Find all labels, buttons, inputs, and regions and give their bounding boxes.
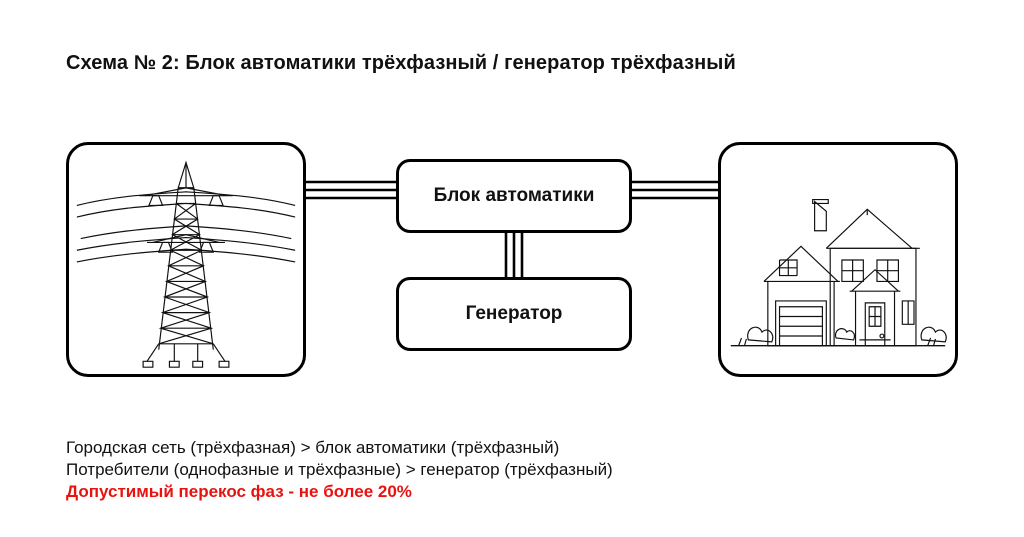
generator-label: Генератор [465, 303, 563, 324]
caption-block [66, 437, 966, 503]
grid-source-panel[interactable] [66, 142, 306, 377]
ats-unit-box[interactable] [396, 159, 632, 233]
page-title: Схема № 2: Блок автоматики трёхфазный / генератор трёхфазный [66, 52, 736, 74]
house-icon [721, 145, 955, 374]
caption-line-warning: Допустимый перекос фаз - не более 20% [66, 482, 412, 501]
power-transmission-tower-icon [69, 145, 303, 374]
consumers-house-panel[interactable] [718, 142, 958, 377]
schematic-diagram [0, 120, 1024, 400]
ats-unit-label: Блок автоматики [433, 185, 595, 206]
generator-box[interactable] [396, 277, 632, 351]
caption-line-2: Потребители (однофазные и трёхфазные) > генератор (трёхфазный) [66, 460, 613, 479]
caption-line-1: Городская сеть (трёхфазная) > блок автоматики (трёхфазный) [66, 438, 560, 457]
